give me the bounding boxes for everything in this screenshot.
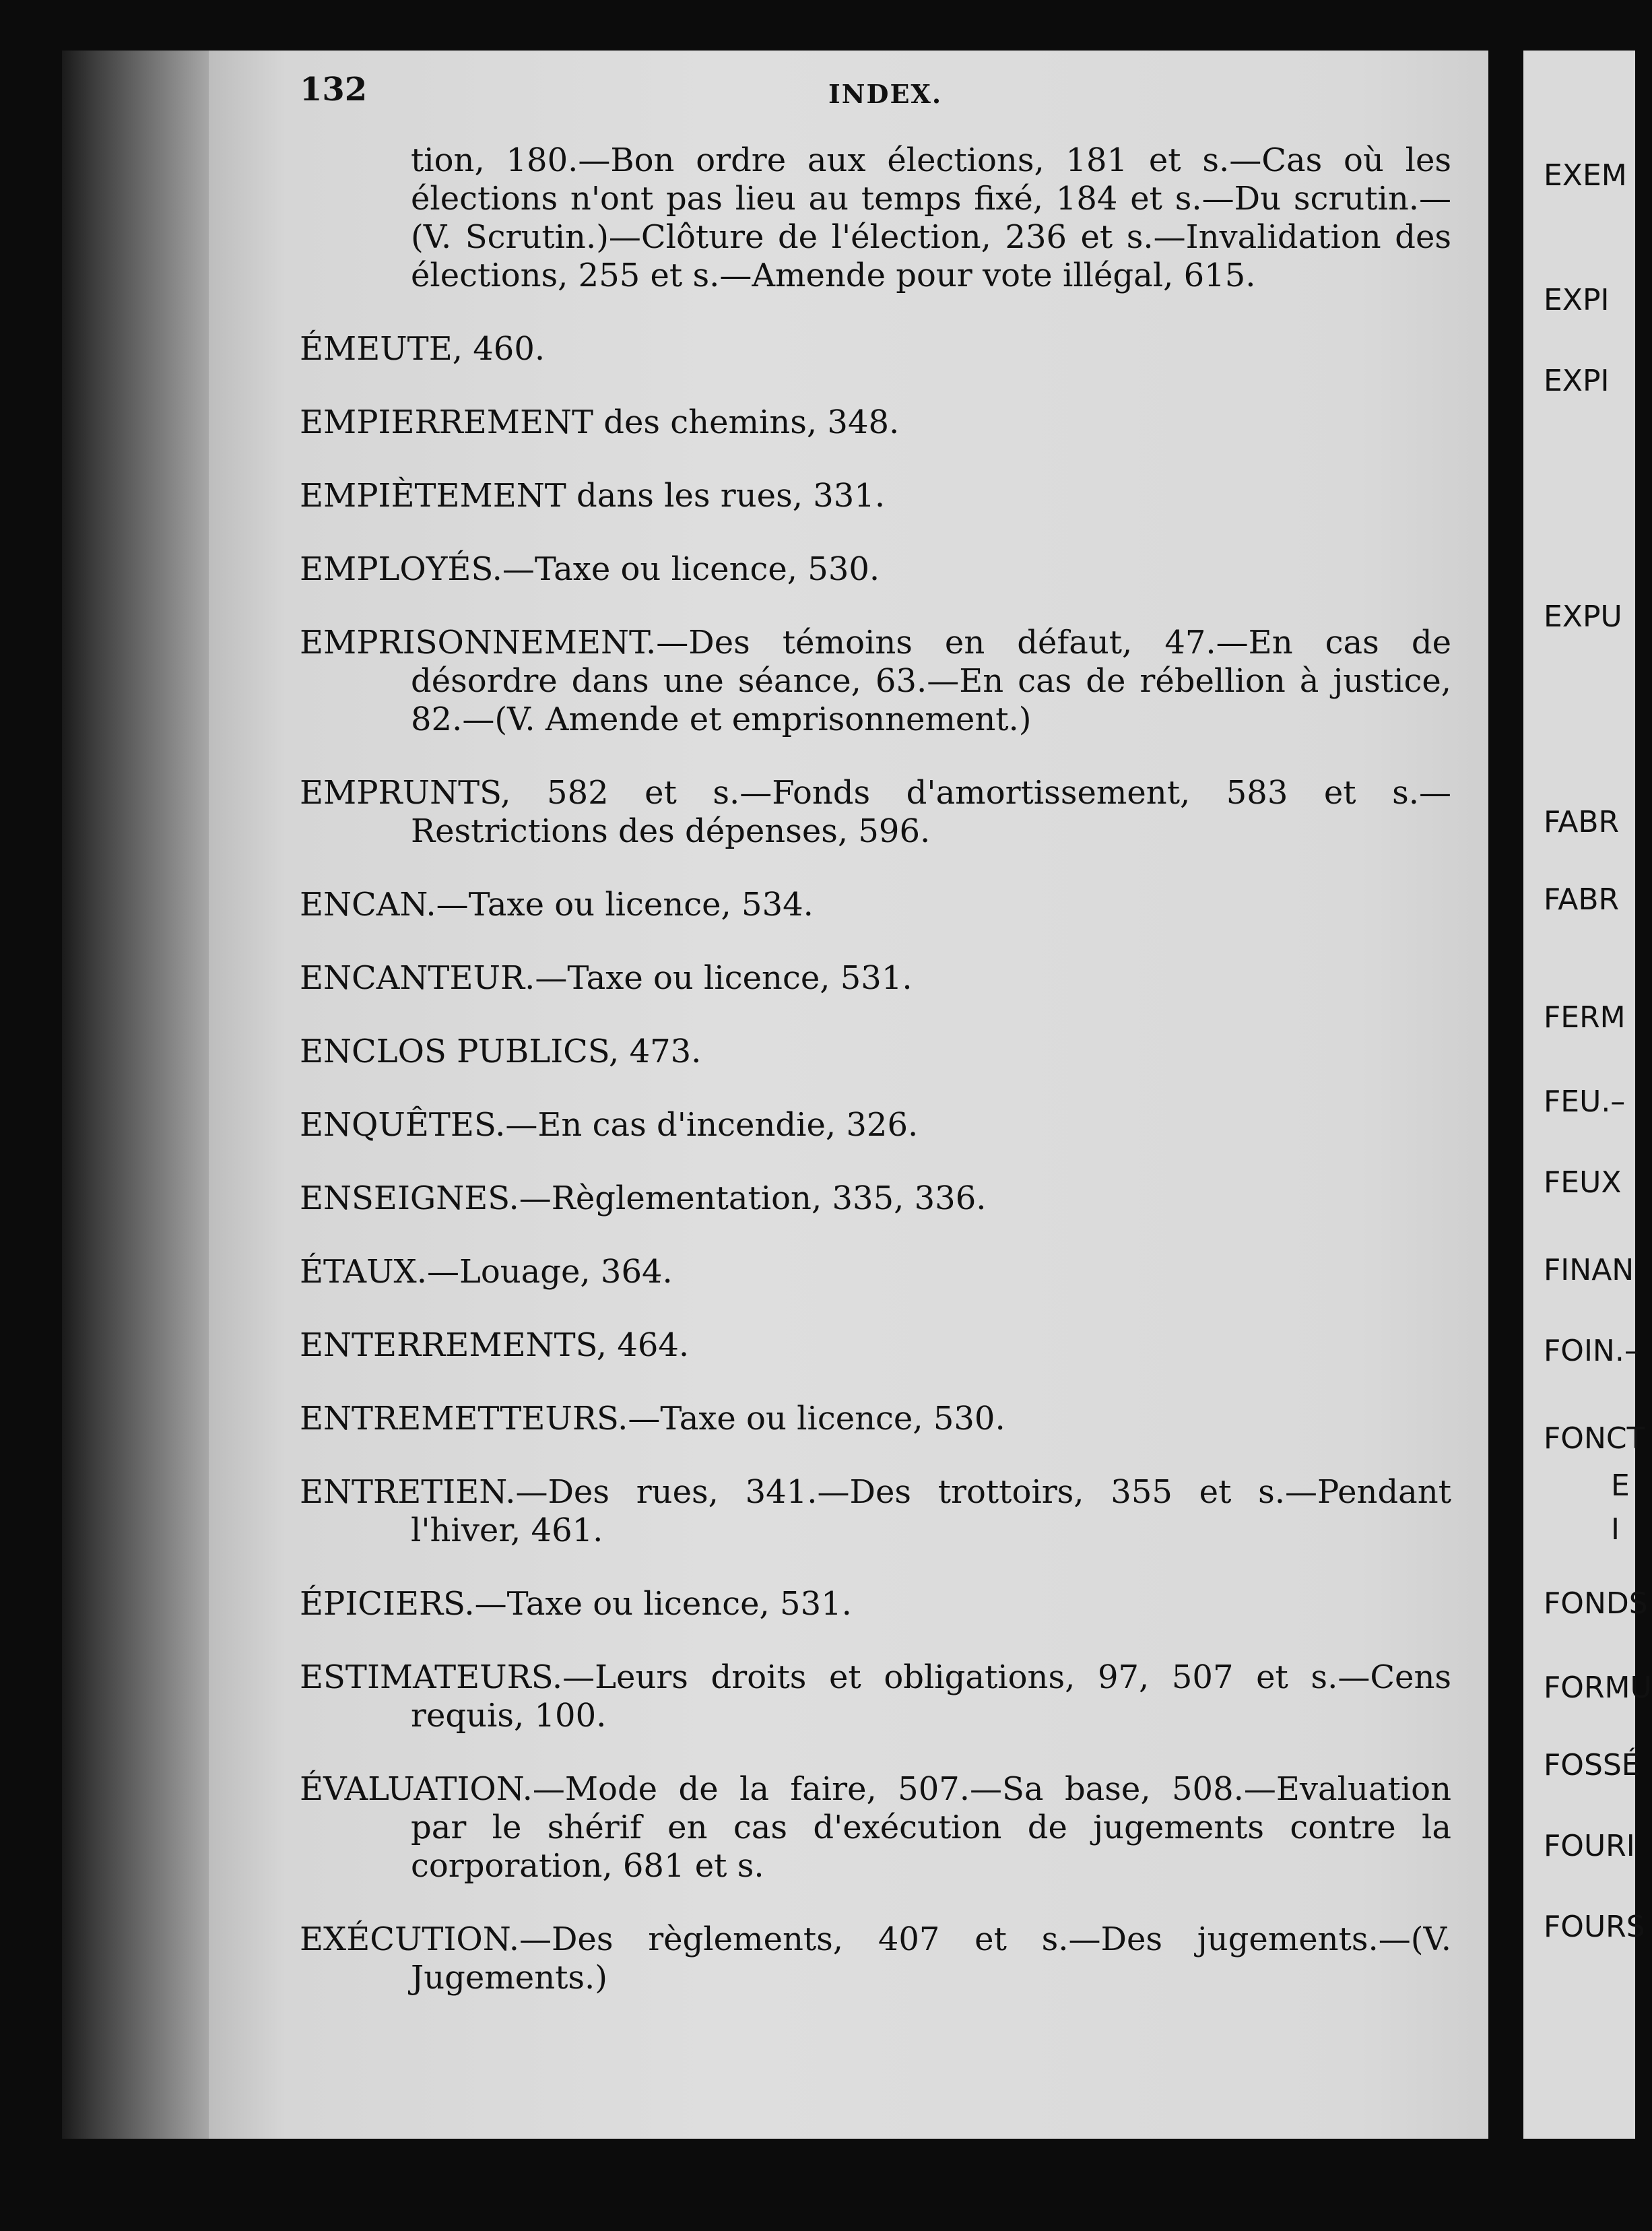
facing-page-word: FABR <box>1544 882 1620 917</box>
facing-page-word: FONCT <box>1544 1421 1645 1456</box>
index-entry <box>300 550 1451 589</box>
entry-text: dans les rues, 331. <box>566 477 886 515</box>
entry-text: , 460. <box>452 330 546 368</box>
entry-headword: EMPRISONNEMENT <box>300 624 647 661</box>
index-entry <box>300 1326 1451 1365</box>
index-entry <box>300 1400 1451 1438</box>
entry-text: .—Louage, 364. <box>416 1253 673 1291</box>
index-entry <box>300 1770 1451 1885</box>
entry-text: tion, 180.—Bon ordre aux élections, 181 et s.—Cas où les élections n'ont pas lieu au temps fixé, 184 et s.—Du scrutin.—(V. Scrutin.)—Clôture de l'élection, 236 et s.—Invalidation des élections, 255 et s.—Amende pour vote illégal, 615. <box>411 141 1451 294</box>
index-entries <box>300 141 1451 1997</box>
facing-page-word: FOURI <box>1544 1829 1635 1863</box>
index-entry <box>300 1920 1451 1997</box>
facing-page-fragment <box>1523 51 1652 2139</box>
entry-headword: EXÉCUTION <box>300 1920 509 1958</box>
facing-page-word: FABR <box>1544 805 1620 839</box>
entry-text: .—Taxe ou licence, 534. <box>426 886 814 924</box>
entry-headword: ENCAN <box>300 886 426 924</box>
entry-text: .—Mode de la faire, 507.—Sa base, 508.—Evaluation par le shérif en cas d'exécution de jugements contre la corporation, 681 et s. <box>411 1770 1451 1885</box>
facing-page-word: FORMU <box>1544 1671 1652 1705</box>
facing-page-word: FOIN.– <box>1544 1334 1639 1368</box>
entry-text: .—Des règlements, 407 et s.—Des jugements.—(V. Jugements.) <box>411 1920 1451 1997</box>
entry-text: .—Taxe ou licence, 530. <box>492 550 880 588</box>
page-number: 132 <box>300 71 368 108</box>
index-entry <box>300 886 1451 924</box>
facing-page-word: FEUX <box>1544 1165 1622 1200</box>
entry-headword: ENTREMETTEURS <box>300 1400 618 1437</box>
entry-text: .—Taxe ou licence, 531. <box>525 959 913 997</box>
entry-text: .—Règlementation, 335, 336. <box>508 1179 987 1217</box>
facing-page-word: FOURS <box>1544 1910 1645 1944</box>
entry-text: .—Taxe ou licence, 531. <box>464 1585 852 1623</box>
index-entry <box>300 959 1451 998</box>
entry-text: .—Leurs droits et obligations, 97, 507 et s.—Cens requis, 100. <box>411 1658 1451 1735</box>
entry-text: .—En cas d'incendie, 326. <box>495 1106 919 1144</box>
entry-headword: ENTERREMENTS <box>300 1326 597 1364</box>
entry-headword: EMPIÈTEMENT <box>300 477 566 515</box>
facing-page-word: FINAN <box>1544 1253 1634 1287</box>
book-binding-shadow <box>62 51 209 2139</box>
index-entry <box>300 624 1451 739</box>
index-entry <box>300 1473 1451 1550</box>
entry-headword: ENSEIGNES <box>300 1179 509 1217</box>
facing-page-word: EXEM <box>1544 158 1627 193</box>
facing-page-word: FONDS <box>1544 1586 1648 1621</box>
facing-page-word: E <box>1611 1468 1630 1503</box>
entry-text: .—Des témoins en défaut, 47.—En cas de désordre dans une séance, 63.—En cas de rébellion à justice, 82.—(V. Amende et emprisonnement.) <box>411 624 1451 738</box>
entry-headword: EMPRUNTS <box>300 774 501 812</box>
entry-text: , 464. <box>596 1326 690 1364</box>
entry-text: , 582 et s.—Fonds d'amortissement, 583 et s.—Restrictions des dépenses, 596. <box>411 774 1451 850</box>
index-entry <box>300 1179 1451 1218</box>
facing-page-word: I <box>1611 1512 1620 1547</box>
facing-page-word: FEU.– <box>1544 1085 1626 1119</box>
entry-headword: ÉMEUTE <box>300 330 453 368</box>
entry-headword: EMPLOYÉS <box>300 550 492 588</box>
index-entry-continuation <box>300 141 1451 295</box>
index-entry <box>300 477 1451 515</box>
index-entry <box>300 774 1451 851</box>
entry-headword: ÉPICIERS <box>300 1585 465 1623</box>
entry-headword: ENCANTEUR <box>300 959 525 997</box>
index-entry <box>300 1658 1451 1735</box>
entry-text: .—Des rues, 341.—Des trottoirs, 355 et s.—Pendant l'hiver, 461. <box>411 1473 1451 1549</box>
entry-headword: EMPIERREMENT <box>300 403 594 441</box>
book-page <box>209 51 1488 2139</box>
running-title: INDEX. <box>828 79 943 109</box>
facing-page-word: FOSSÉ <box>1544 1748 1641 1782</box>
facing-page-word: FERM <box>1544 1000 1626 1035</box>
entry-headword: ENQUÊTES <box>300 1106 496 1144</box>
index-entry <box>300 1106 1451 1144</box>
index-entry <box>300 403 1451 442</box>
entry-text: des chemins, 348. <box>593 403 900 441</box>
index-entry <box>300 1253 1451 1291</box>
facing-page-word: EXPI <box>1544 283 1610 317</box>
index-entry <box>300 1585 1451 1623</box>
facing-page-word: EXPU <box>1544 600 1622 634</box>
entry-headword: ÉTAUX <box>300 1253 417 1291</box>
entry-headword: ESTIMATEURS <box>300 1658 552 1696</box>
index-entry <box>300 1033 1451 1071</box>
entry-text: , 473. <box>609 1033 702 1070</box>
index-entry <box>300 330 1451 368</box>
entry-headword: ENCLOS PUBLICS <box>300 1033 609 1070</box>
entry-headword: ENTRETIEN <box>300 1473 506 1511</box>
entry-headword: ÉVALUATION <box>300 1770 523 1808</box>
facing-page-word: EXPI <box>1544 364 1610 398</box>
entry-text: .—Taxe ou licence, 530. <box>618 1400 1005 1437</box>
